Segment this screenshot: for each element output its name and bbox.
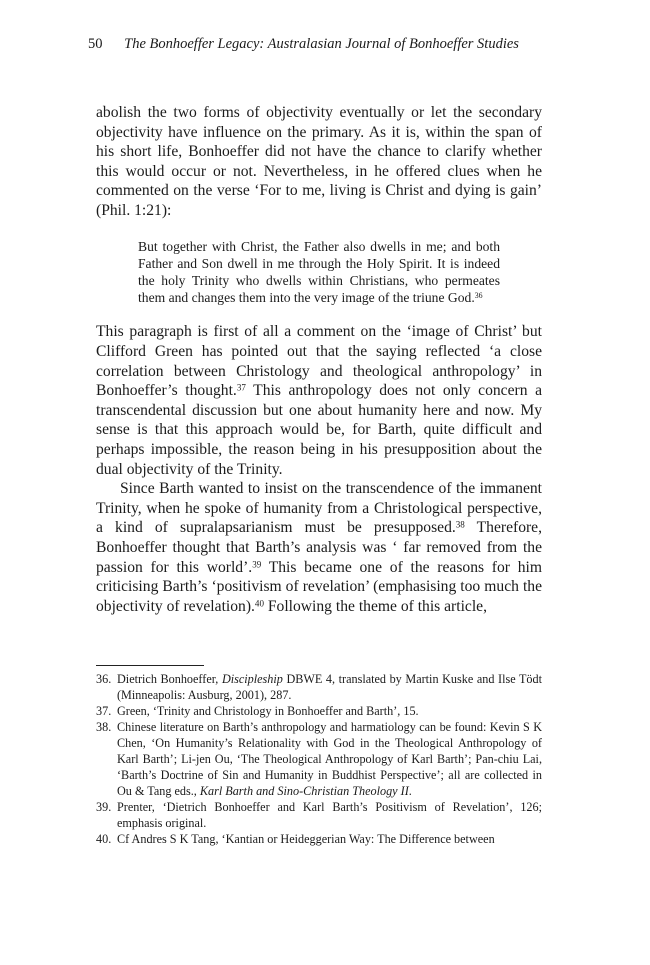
paragraph-1: abolish the two forms of objectivity eventually or let the secondary objectivity have influence on the primary. As it is, within the span of his short life, Bonhoeffer did not have the chance to clarify whether this would occur or not. Nevertheless, in he offered clues when he commented on the verse ‘For to me, living is Christ and dying is gain’ (Phil. 1:21): <box>96 104 542 219</box>
paragraph-3-part-2: Therefore, Bonhoeffer thought that Barth’s analysis was ‘ far removed from the passion for this world’. <box>96 519 542 576</box>
footnote-number: 36. <box>96 672 112 686</box>
block-quote <box>138 238 500 307</box>
main-text <box>96 103 542 616</box>
footnote-text <box>117 719 542 799</box>
paragraph-2-part-2: This anthropology does not only concern a transcendental discussion but one about humanity here and now. My sense is that this approach would be, for Barth, quite difficult and perhaps impossible, the reason being in his presupposition about the dual objectivity of the Trinity. <box>96 382 543 478</box>
footnote-ref-39[interactable]: 39 <box>252 558 262 569</box>
footnote-book-title: Karl Barth and Sino-Christian Theology II <box>199 784 409 798</box>
footnote-38 <box>96 719 542 799</box>
paragraph-3 <box>96 479 542 616</box>
paragraph-2-part-1: This paragraph is first of all a comment on the ‘image of Christ’ but Clifford Green has pointed out that the saying reflected ‘a close correlation between Christology and theological anthropology’ in Bonhoeffer’s thought. <box>96 323 542 400</box>
footnote-text-c: DBWE 4, translated by Martin Kuske and Ilse Tödt (Minneapolis: Ausburg, 2001), 287. <box>117 672 542 702</box>
footnote-39 <box>96 799 542 831</box>
footnotes <box>96 671 542 847</box>
footnote-ref-37[interactable]: 37 <box>236 382 246 393</box>
running-header <box>88 36 519 53</box>
footnote-number: 40. <box>96 832 112 846</box>
paragraph-3-part-4: Following the theme of this article, <box>263 597 487 615</box>
journal-title: The Bonhoeffer Legacy: Australasian Journal of Bonhoeffer Studies <box>124 36 519 52</box>
footnote-40 <box>96 831 542 847</box>
quote-text: But together with Christ, the Father also dwells in me; and both Father and Son dwell in me through the Holy Spirit. It is indeed the holy Trinity who dwells within Christians, who permeates them and changes them into the very image of the triune God. <box>138 238 500 306</box>
footnote-text-a: Chinese literature on Barth’s anthropology and harmatiology can be found: Kevin S K Chen, ‘On Humanity’s Relationality with God in the Theological Anthropology of Karl Barth’; Li-jen Ou, ‘The Theological Anthropology of Karl Barth’; Pan-chiu Lai, ‘Barth’s Doctrine of Sin and Humanity in Buddhist Perspective’; all are collected in Ou & Tang eds., <box>117 720 542 798</box>
footnote-text: Green, ‘Trinity and Christology in Bonhoeffer and Barth’, 15. <box>117 704 419 718</box>
paragraph-3-part-3: This became one of the reasons for him criticising Barth’s ‘positivism of revelation’ (emphasising too much the objectivity of revelation). <box>96 558 542 615</box>
footnote-number: 37. <box>96 704 112 718</box>
footnote-ref-36[interactable]: 36 <box>474 291 483 301</box>
footnote-text: Cf Andres S K Tang, ‘Kantian or Heideggerian Way: The Difference between <box>117 832 495 846</box>
footnote-divider <box>96 665 204 666</box>
page-number: 50 <box>88 36 103 52</box>
footnote-36 <box>96 671 542 703</box>
paragraph-3-part-1: Since Barth wanted to insist on the transcendence of the immanent Trinity, when he spoke of humanity from a Christological perspective, a kind of supralapsarianism must be presupposed. <box>96 480 542 537</box>
footnote-book-title: Discipleship <box>221 672 283 686</box>
footnote-text <box>117 671 542 703</box>
footnote-ref-38[interactable]: 38 <box>455 519 465 530</box>
paragraph-2 <box>96 322 542 479</box>
footnote-text: Prenter, ‘Dietrich Bonhoeffer and Karl Barth’s Positivism of Revelation’, 126; emphasis original. <box>117 800 542 830</box>
footnote-37 <box>96 703 542 719</box>
footnote-ref-40[interactable]: 40 <box>254 598 264 609</box>
footnote-number: 39. <box>96 800 112 814</box>
footnote-text-c: . <box>408 784 412 798</box>
footnote-number: 38. <box>96 720 112 734</box>
footnote-text-a: Dietrich Bonhoeffer, <box>117 672 222 686</box>
